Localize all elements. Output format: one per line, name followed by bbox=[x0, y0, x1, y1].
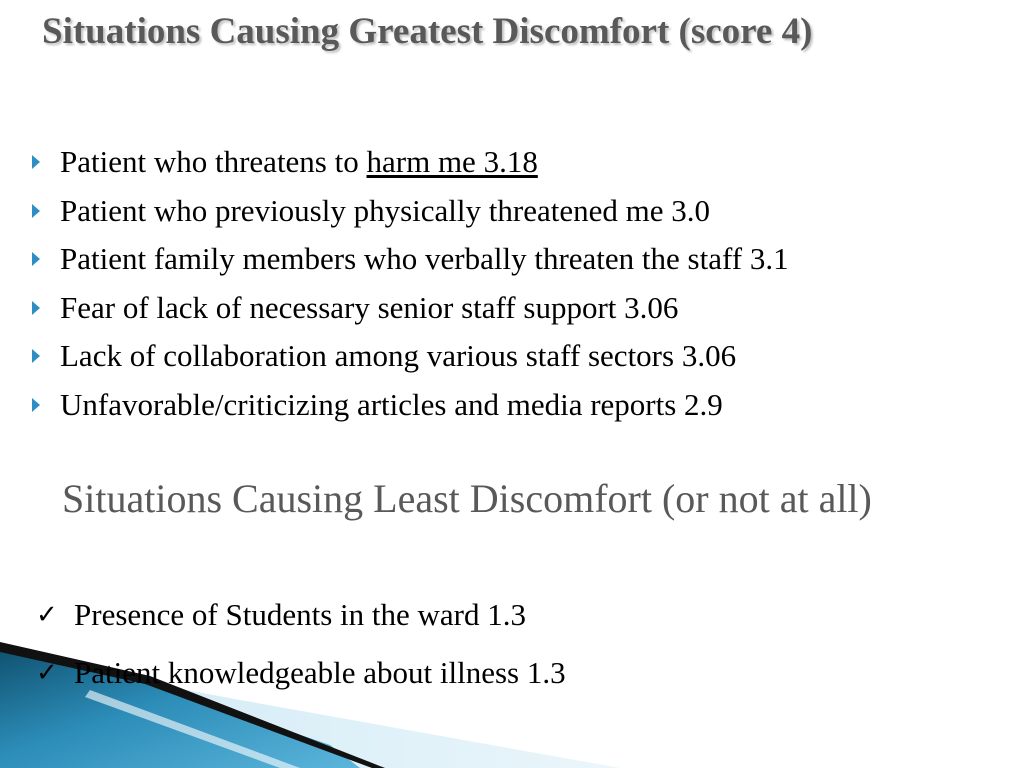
item-underlined-text: harm me 3.18 bbox=[366, 144, 538, 179]
item-text: Fear of lack of necessary senior staff support 3.06 bbox=[60, 289, 679, 325]
item-text: Patient knowledgeable about illness 1.3 bbox=[74, 655, 566, 690]
item-text: Patient who threatens to bbox=[60, 144, 367, 179]
item-text: Presence of Students in the ward 1.3 bbox=[74, 597, 526, 632]
item-text: Patient family members who verbally threaten the staff 3.1 bbox=[60, 241, 789, 276]
checkmark-icon: ✓ bbox=[36, 600, 58, 630]
item-text: Unfavorable/criticizing articles and media reports 2.9 bbox=[60, 386, 723, 422]
slide-title: Situations Causing Greatest Discomfort (score 4) bbox=[42, 11, 813, 52]
checkmark-icon: ✓ bbox=[36, 658, 58, 688]
least-discomfort-heading: Situations Causing Least Discomfort (or not at all) bbox=[62, 476, 872, 521]
item-text: Patient who previously physically threatened me 3.0 bbox=[60, 192, 710, 228]
item-text: Lack of collaboration among various staff sectors 3.06 bbox=[60, 338, 737, 373]
